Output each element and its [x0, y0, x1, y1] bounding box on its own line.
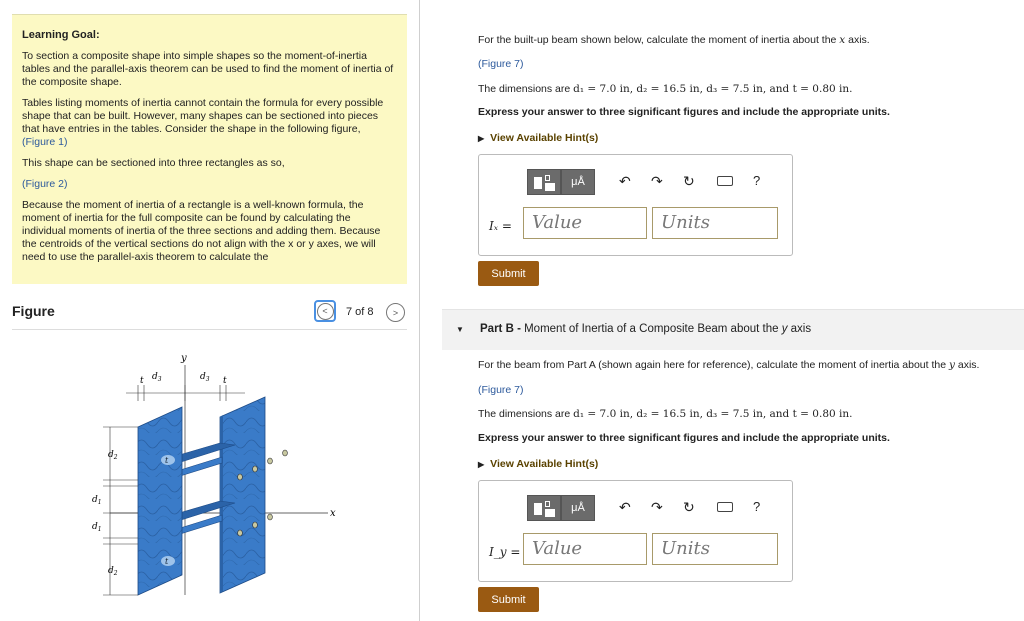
part-a-hint-link[interactable]: [478, 132, 598, 144]
reset-icon[interactable]: ↻: [683, 499, 695, 515]
learning-goal-p2: [22, 97, 397, 149]
bolt: [253, 522, 258, 528]
redo-icon[interactable]: ↷: [651, 173, 663, 189]
bolt: [238, 474, 243, 480]
learning-goal-p1: To section a composite shape into simple shapes so the moment-of-inertia tables and the parallel-axis theorem can be used to find the moment of inertia of the composite shape.: [22, 50, 394, 88]
chevron-left-icon: <: [317, 303, 334, 320]
t-label-bottom: t: [165, 557, 169, 566]
mu-angstrom-icon[interactable]: μÅ: [561, 495, 595, 521]
d3-label-right: $d_3$: [200, 372, 210, 383]
part-a-units-input[interactable]: Units: [652, 207, 778, 239]
part-b-hint-label: View Available Hint(s): [490, 458, 599, 470]
part-a-prompt: [478, 34, 870, 46]
d2-label-bottom: $d_2$: [108, 566, 118, 577]
part-b-prompt-post: axis.: [954, 359, 980, 371]
figure-1-link[interactable]: (Figure 1): [22, 136, 68, 148]
part-a-answer-box: [478, 154, 793, 256]
part-b-title-rest: Moment of Inertia of a Composite Beam about the: [524, 323, 782, 335]
part-b-input-label: [489, 545, 520, 559]
figure-separator: [12, 329, 407, 330]
figure-prev-button[interactable]: [314, 300, 336, 322]
part-b-prompt-var: y: [949, 359, 955, 371]
y-axis-label: y: [181, 353, 187, 364]
part-b-prompt-pre: For the beam from Part A (shown again here for reference), calculate the moment of inertia about the: [478, 359, 949, 371]
part-a-prompt-pre: For the built-up beam shown below, calculate the moment of inertia about the: [478, 34, 840, 46]
help-icon[interactable]: ?: [753, 173, 761, 188]
bolt: [268, 458, 273, 464]
x-axis-label: x: [330, 508, 336, 519]
part-b-title-bold: Part B -: [480, 323, 525, 335]
part-b-figure-link[interactable]: (Figure 7): [478, 384, 524, 396]
figure-counter: 7 of 8: [346, 306, 374, 318]
part-b-submit-button[interactable]: Submit: [478, 587, 539, 612]
keyboard-icon[interactable]: [717, 176, 733, 186]
part-b-units-input[interactable]: Units: [652, 533, 778, 565]
learning-goal-p4: Because the moment of inertia of a rectangle is a well-known formula, the moment of inertia for the full composite can be found by calculating the individual moments of inertia of the three sections and adding them. Because the centroids of the vertical sections do not align with the x or y axes, we will need to use the parallel-axis theorem to calculate the: [22, 199, 381, 263]
triangle-right-icon: ▶: [478, 460, 485, 469]
triangle-right-icon: ▶: [478, 134, 485, 143]
part-a-input-label: [489, 219, 512, 233]
part-a-prompt-var: x: [839, 34, 846, 46]
mu-angstrom-icon[interactable]: μÅ: [561, 169, 595, 195]
part-b-value-input[interactable]: Value: [523, 533, 647, 565]
figure-title: Figure: [12, 303, 55, 319]
part-a-dimensions: [478, 83, 852, 95]
part-b-instruction: Express your answer to three significant figures and include the appropriate units.: [478, 432, 890, 444]
part-b-dimensions: [478, 408, 852, 420]
part-b-dims-lead: The dimensions are: [478, 408, 571, 420]
part-b-dims-values: d₁ = 7.0 in, d₂ = 16.5 in, d₃ = 7.5 in, and t = 0.80 in.: [573, 408, 853, 420]
figure-2-link[interactable]: (Figure 2): [22, 178, 68, 190]
part-a-prompt-post: axis.: [845, 34, 870, 46]
part-b-title-var: y: [781, 323, 788, 335]
bolt: [253, 466, 258, 472]
right-panel: [420, 0, 1024, 621]
undo-icon[interactable]: ↶: [619, 499, 631, 515]
part-b-title-end: axis: [787, 323, 812, 335]
redo-icon[interactable]: ↷: [651, 499, 663, 515]
part-b-answer-box: [478, 480, 793, 582]
undo-icon[interactable]: ↶: [619, 173, 631, 189]
help-icon[interactable]: ?: [753, 499, 761, 514]
learning-goal-box: [12, 14, 407, 284]
learning-goal-p2-text: Tables listing moments of inertia cannot contain the formula for every possible shape that can be built. However, many shapes can be sectioned into pieces that have entries in the tables. Consider the shape in the following figure,: [22, 97, 384, 135]
part-a-dims-values: d₁ = 7.0 in, d₂ = 16.5 in, d₃ = 7.5 in, and t = 0.80 in.: [573, 83, 853, 95]
templates-icon[interactable]: [527, 495, 561, 521]
part-a-submit-button[interactable]: Submit: [478, 261, 539, 286]
top-t-label-left: t: [140, 376, 144, 386]
part-a-value-input[interactable]: Value: [523, 207, 647, 239]
part-a-input-label-text: Iₓ =: [489, 219, 512, 233]
d1-label-top: $d_1$: [92, 495, 102, 506]
bolt: [238, 530, 243, 536]
beam-figure: [70, 345, 350, 600]
bolt: [283, 450, 288, 456]
bolt: [268, 514, 273, 520]
part-b-input-label-text: I_y =: [489, 545, 521, 559]
figure-2-link-line: [22, 178, 397, 191]
d3-label-left: $d_3$: [152, 372, 162, 383]
chevron-right-icon[interactable]: >: [386, 303, 405, 322]
figure-header: [12, 298, 407, 328]
part-a-figure-link[interactable]: (Figure 7): [478, 58, 524, 70]
d2-label-top: $d_2$: [108, 450, 118, 461]
part-b-title: [480, 323, 811, 335]
learning-goal-title: Learning Goal:: [22, 29, 100, 41]
part-b-prompt: [478, 359, 979, 371]
right-web-grain: [220, 397, 265, 593]
top-t-label-right: t: [223, 376, 227, 386]
left-web-grain: [138, 407, 182, 595]
templates-icon[interactable]: [527, 169, 561, 195]
part-b-hint-link[interactable]: [478, 458, 598, 470]
reset-icon[interactable]: ↻: [683, 173, 695, 189]
t-label-top: t: [165, 456, 169, 465]
part-a-dims-lead: The dimensions are: [478, 83, 571, 95]
learning-goal-p3: This shape can be sectioned into three rectangles as so,: [22, 157, 285, 169]
d1-label-bottom: $d_1$: [92, 522, 102, 533]
part-a-instruction: Express your answer to three significant figures and include the appropriate units.: [478, 106, 890, 118]
part-b-header[interactable]: [442, 309, 1024, 350]
left-panel: [0, 0, 419, 621]
triangle-down-icon: ▼: [456, 325, 464, 334]
part-a-hint-label: View Available Hint(s): [490, 132, 599, 144]
keyboard-icon[interactable]: [717, 502, 733, 512]
